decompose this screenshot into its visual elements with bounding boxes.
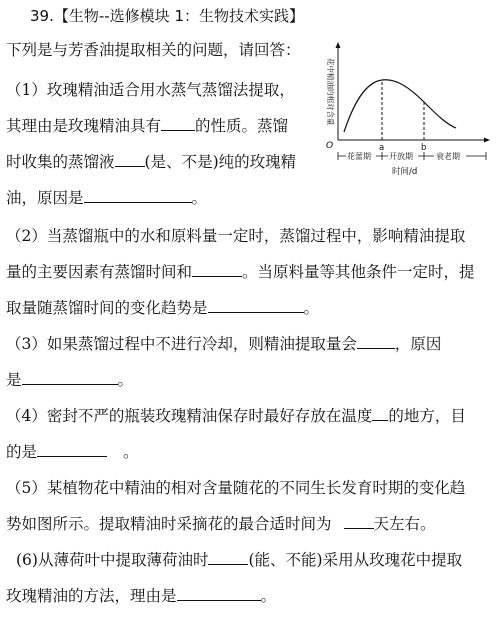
- q6-line1: [16, 550, 462, 570]
- q6-line1-text-a: (6)从薄荷叶中提取薄荷油时: [16, 551, 209, 569]
- q1-line1: （1）玫瑰精油适合用水蒸气蒸馏法提取，: [6, 81, 295, 99]
- q1-line4: [6, 188, 207, 208]
- q4-line2-text-a: 的是: [6, 443, 38, 461]
- q4-line1-text-b: 的地方，目: [388, 407, 466, 425]
- q2-line3-text-a: 取量随蒸馏时间的变化趋势是: [6, 299, 208, 317]
- question-title: 39.【生物--选修模块 1：生物技术实践】: [30, 7, 304, 25]
- q5-line2-text-b: 天左右。: [373, 515, 436, 533]
- q1-line3-text-a: 时收集的蒸馏液: [6, 153, 115, 171]
- stage2-label: 开放期: [389, 152, 413, 161]
- q5-blank-days[interactable]: [344, 514, 374, 529]
- q3-line1: [6, 334, 441, 354]
- q1-line2-text-b: 的性质。蒸馏: [195, 117, 289, 135]
- q2-blank-trend[interactable]: [208, 298, 304, 313]
- q6-blank-reason[interactable]: [177, 586, 261, 601]
- q5-line2: [6, 514, 436, 534]
- q3-line1-text-a: （3）如果蒸馏过程中不进行冷却，则精油提取量会: [6, 335, 357, 353]
- y-axis-label-text: 花中精油的相对含量: [326, 58, 335, 126]
- q6-line2-text-b: 。: [260, 587, 277, 605]
- q1-line2: [6, 116, 288, 136]
- essential-oil-content-figure: [316, 40, 494, 180]
- oil-content-curve: [344, 80, 456, 132]
- q1-blank-pure[interactable]: [115, 152, 145, 167]
- q2-line2: [6, 262, 475, 282]
- stage3-label: 衰老期: [436, 152, 460, 161]
- tick-b-label: b: [421, 143, 427, 153]
- q6-line2-text-a: 玫瑰精油的方法，理由是: [6, 587, 177, 605]
- q3-blank-reason[interactable]: [22, 370, 118, 385]
- q5-line1: （5）某植物花中精油的相对含量随花的不同生长发育时期的变化趋: [6, 479, 466, 497]
- q2-line2-text-b: 。当原料量等其他条件一定时，提: [242, 263, 475, 281]
- q3-line2-text-b: 。: [117, 371, 134, 389]
- q4-blank-purpose[interactable]: [37, 442, 107, 457]
- x-axis-label: 时间/d: [392, 167, 418, 177]
- q3-blank-amount[interactable]: [357, 334, 395, 349]
- origin-label: O: [326, 141, 334, 151]
- q5-line2-text-a: 势如图所示。提取精油时采摘花的最合适时间为: [6, 515, 332, 533]
- q1-blank-reason[interactable]: [84, 188, 192, 203]
- q4-line1-text-a: （4）密封不严的瓶装玫瑰精油保存时最好存放在温度: [6, 407, 373, 425]
- q4-line2-text-b: 。: [123, 443, 139, 461]
- q3-line2: [6, 370, 133, 390]
- tick-a-label: a: [379, 143, 385, 153]
- y-axis-label: [326, 58, 336, 126]
- q4-blank-temperature[interactable]: [372, 406, 388, 421]
- q1-line3-text-b: (是、不是)纯的玫瑰精: [144, 153, 297, 171]
- q2-line1: （2）当蒸馏瓶中的水和原料量一定时，蒸馏过程中，影响精油提取: [6, 227, 466, 245]
- q2-line3: [6, 298, 319, 318]
- q6-line1-text-b: (能、不能)采用从玫瑰花中提取: [248, 551, 463, 569]
- q6-blank-can[interactable]: [208, 550, 248, 565]
- stage1-label: 花蕾期: [347, 152, 371, 161]
- q2-line2-text-a: 量的主要因素有蒸馏时间和: [6, 263, 193, 281]
- q3-line2-text-a: 是: [6, 371, 22, 389]
- y-axis-arrow: [336, 42, 341, 48]
- q3-line1-text-b: ，原因: [394, 335, 442, 353]
- q1-line4-text-b: 。: [191, 189, 208, 207]
- q6-line2: [6, 586, 276, 606]
- x-axis-arrow: [484, 138, 490, 143]
- q1-line4-text-a: 油，原因是: [6, 189, 84, 207]
- q1-blank-property[interactable]: [161, 116, 195, 131]
- intro-text: 下列是与芳香油提取相关的问题，请回答：: [6, 41, 301, 59]
- q4-line2: [6, 442, 139, 462]
- q2-line3-text-b: 。: [303, 299, 320, 317]
- q2-blank-factor[interactable]: [192, 262, 242, 277]
- q1-line3: [6, 152, 296, 172]
- q4-line1: [6, 406, 466, 426]
- q1-line2-text-a: 其理由是玫瑰精油具有: [6, 117, 162, 135]
